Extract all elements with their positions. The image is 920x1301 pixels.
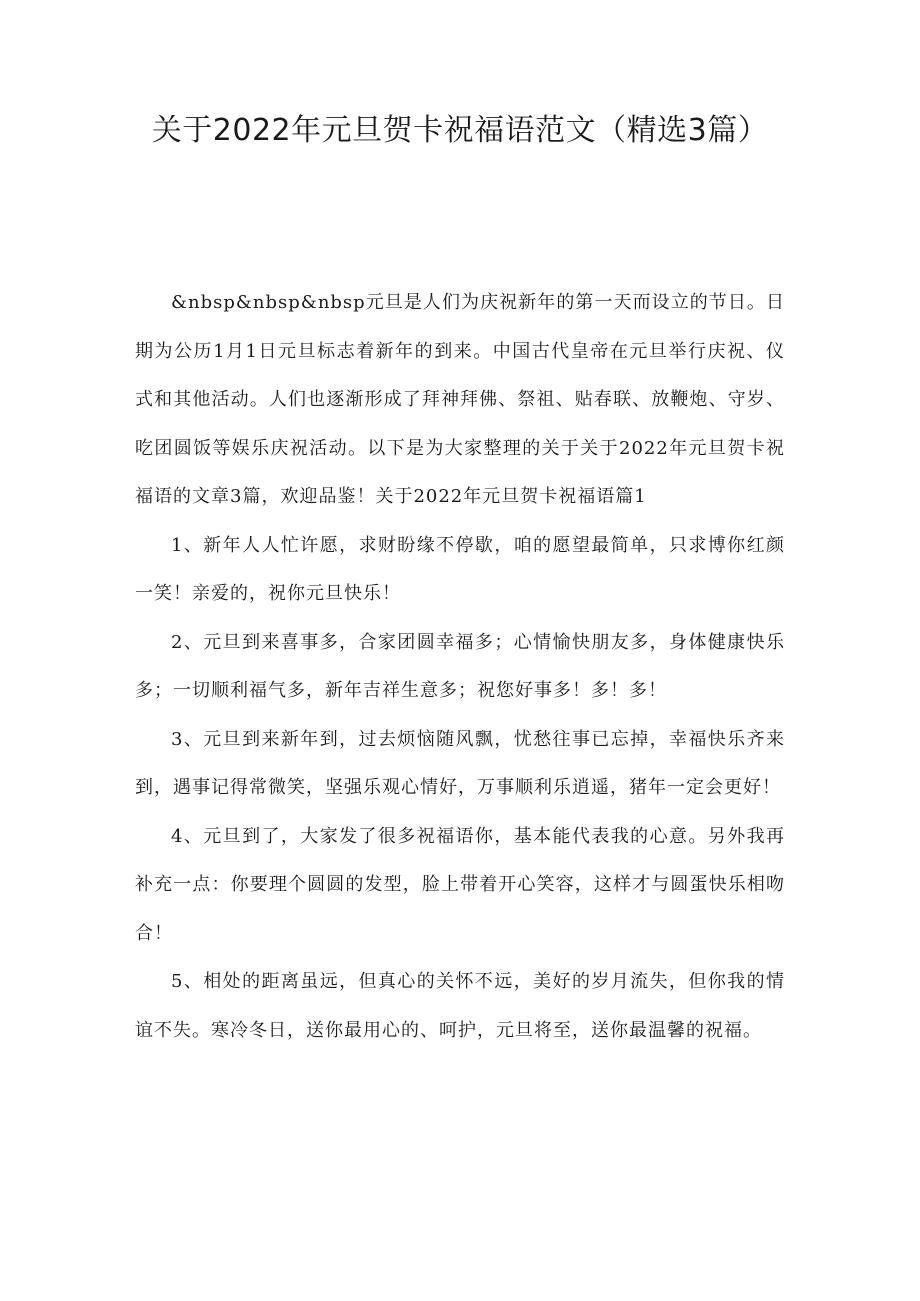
greeting-item-3: 3、元旦到来新年到，过去烦恼随风飘，忧愁往事已忘掉，幸福快乐齐来到，遇事记得常微笑，坚强乐观心情好，万事顺利乐逍遥，猪年一定会更好！ — [135, 728, 785, 798]
greeting-item-1: 1、新年人人忙许愿，求财盼缘不停歇，咱的愿望最简单，只求博你红颜一笑！亲爱的，祝你元旦快乐！ — [135, 534, 785, 604]
greeting-item-2: 2、元旦到来喜事多，合家团圆幸福多；心情愉快朋友多，身体健康快乐多；一切顺利福气多，新年吉祥生意多；祝您好事多！多！多！ — [135, 631, 785, 701]
page-title: 关于2022年元旦贺卡祝福语范文（精选3篇） — [151, 113, 769, 148]
greeting-item-5: 5、相处的距离虽远，但真心的关怀不远，美好的岁月流失，但你我的情谊不失。寒冷冬日，送你最用心的、呵护，元旦将至，送你最温馨的祝福。 — [135, 971, 785, 1041]
greeting-item-4: 4、元旦到了，大家发了很多祝福语你，基本能代表我的心意。另外我再补充一点：你要理个圆圆的发型，脸上带着开心笑容，这样才与圆蛋快乐相吻合！ — [135, 825, 785, 944]
document-body — [135, 279, 785, 1055]
intro-paragraph: &nbsp&nbsp&nbsp元旦是人们为庆祝新年的第一天而设立的节日。日期为公历1月1日元旦标志着新年的到来。中国古代皇帝在元旦举行庆祝、仪式和其他活动。人们也逐渐形成了拜神拜佛、祭祖、贴春联、放鞭炮、守岁、吃团圆饭等娱乐庆祝活动。以下是为大家整理的关于关于2022年元旦贺卡祝福语的文章3篇，欢迎品鉴！关于2022年元旦贺卡祝福语篇1 — [135, 292, 785, 507]
